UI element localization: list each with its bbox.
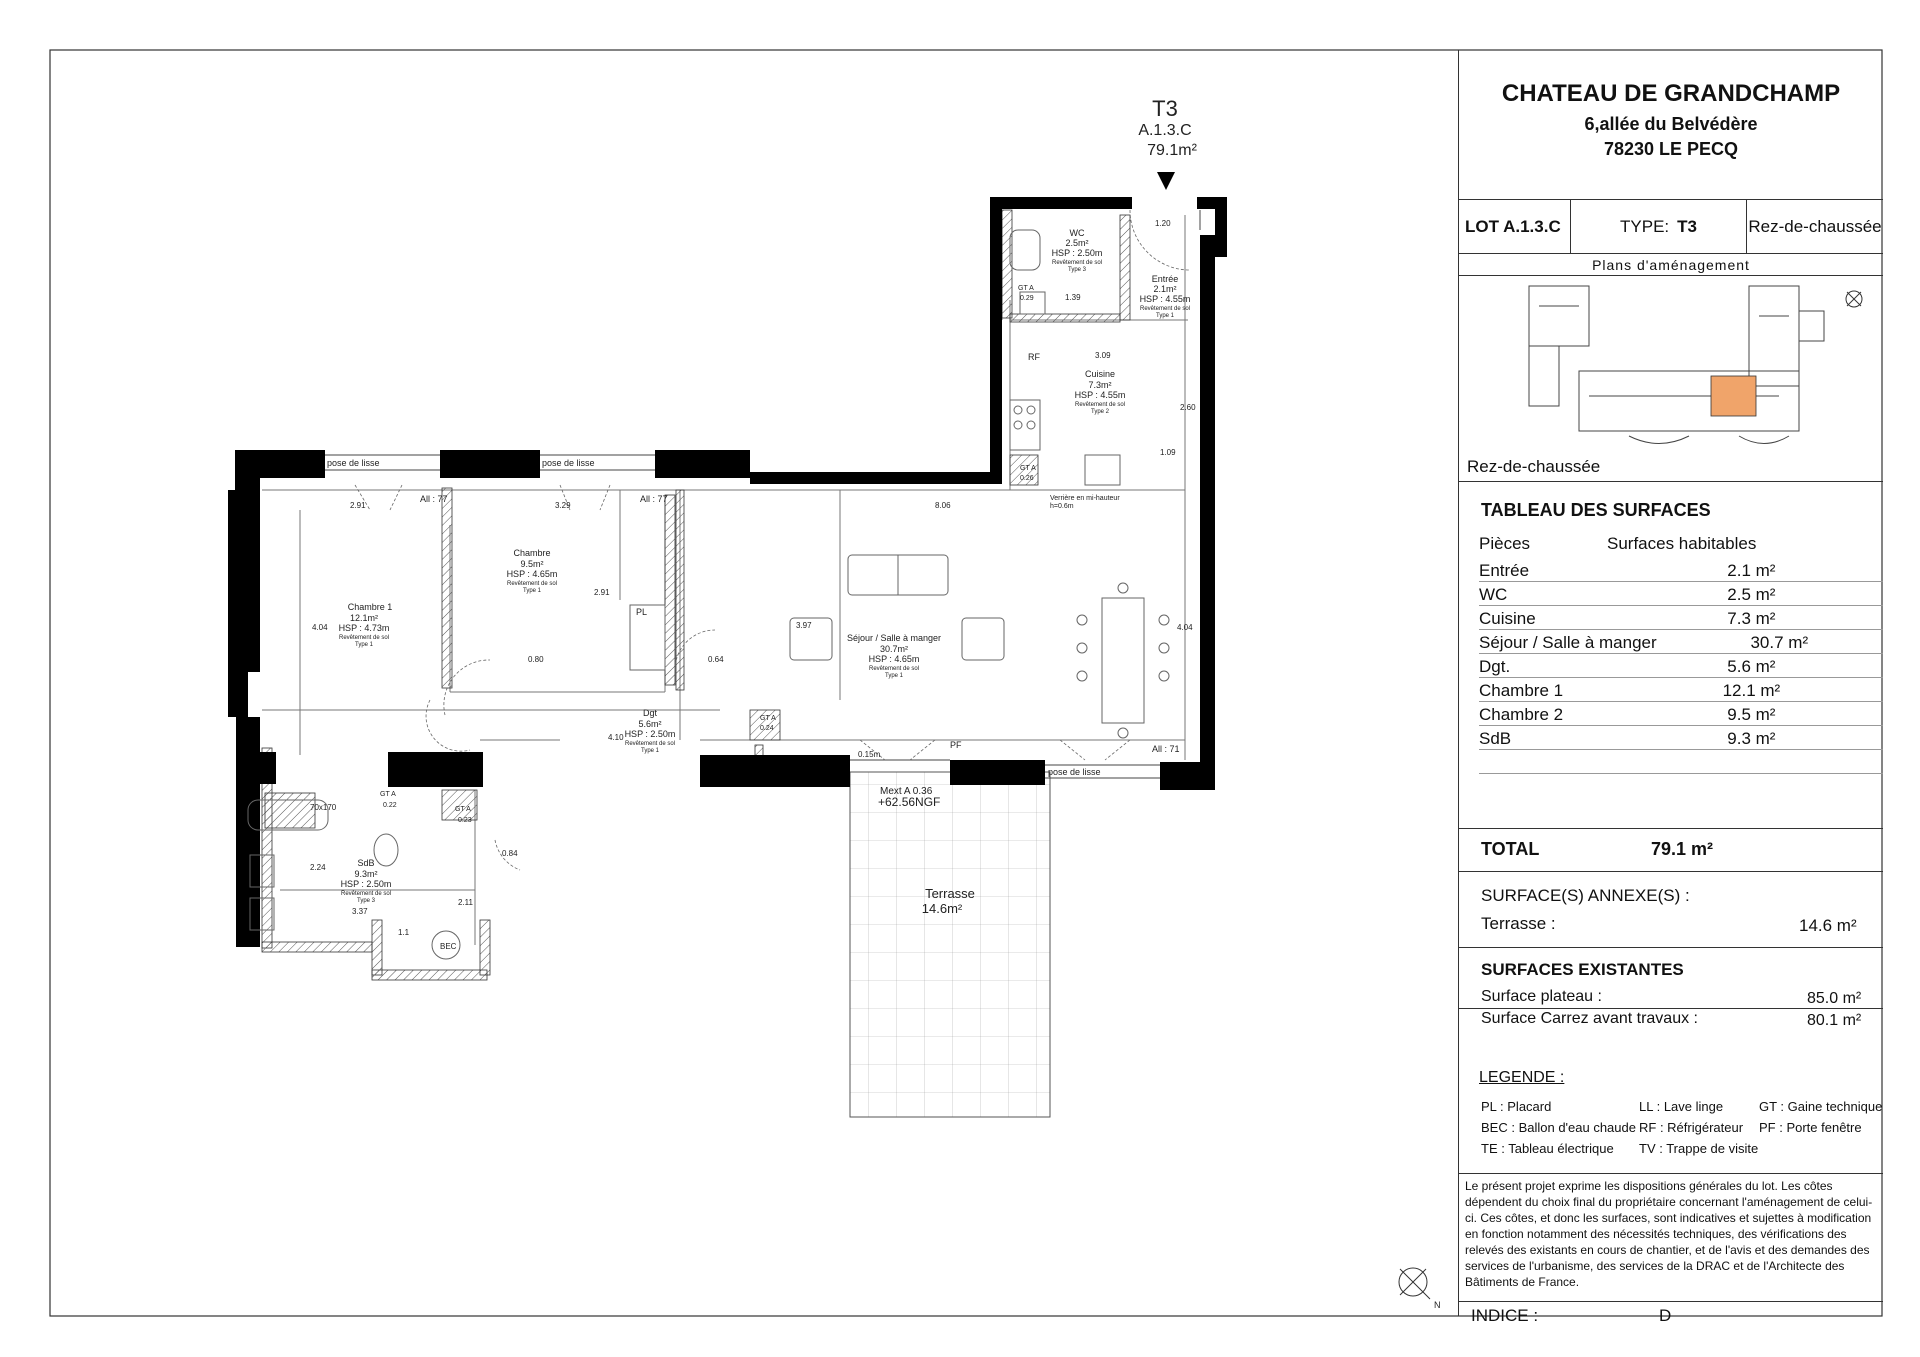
annex-terrace-value: 14.6 m²	[1799, 916, 1857, 935]
index-label: INDICE :	[1471, 1306, 1539, 1325]
room-name: Entrée	[1151, 274, 1179, 284]
room-area: 2.5m²	[1065, 238, 1089, 248]
unit-area: 79.1m²	[1147, 142, 1197, 159]
table-row	[1479, 558, 1883, 582]
room-hsp: HSP : 4.55m	[1074, 390, 1126, 400]
room-cell: Entrée	[1479, 558, 1657, 582]
dimension-label: 0.84	[502, 849, 518, 858]
index-row	[1459, 1302, 1883, 1330]
room-type: Type 2	[1090, 409, 1110, 415]
verriere-label: Verrière en mi-hauteur	[1050, 495, 1120, 502]
carrez-label: Surface Carrez avant travaux :	[1481, 1010, 1698, 1027]
legend-item: GT : Gaine technique	[1759, 1099, 1883, 1114]
room-chambre-2	[507, 548, 558, 594]
level-label: Rez-de-chaussée	[1748, 217, 1882, 236]
area-cell: 2.5 m²	[1657, 582, 1846, 606]
rf-label: RF	[1028, 352, 1040, 362]
room-hsp: HSP : 4.55m	[1139, 294, 1191, 304]
gt-value: 0.23	[458, 817, 472, 824]
project-address-1: 6,allée du Belvédère	[1584, 114, 1758, 134]
room-rev: Revêtement de sol	[1139, 306, 1191, 312]
dimension-label: 4.04	[312, 623, 328, 632]
room-type: Type 1	[640, 748, 660, 754]
room-rev: Revêtement de sol	[338, 635, 390, 641]
dimension-label: 3.37	[352, 907, 368, 916]
pf-label: PF	[950, 740, 962, 750]
legend	[1459, 1008, 1883, 1174]
gt-label: GT A	[380, 791, 396, 798]
room-entree	[1140, 274, 1191, 319]
gt-label: GT A	[1018, 285, 1034, 292]
legend-item: TE : Tableau électrique	[1481, 1141, 1614, 1156]
room-cuisine	[1075, 369, 1126, 415]
room-type: Type 1	[522, 588, 542, 594]
pose-de-lisse-label: pose de lisse	[327, 458, 380, 468]
legend-item: BEC : Ballon d'eau chaude	[1481, 1120, 1636, 1135]
gt-label: GT A	[1020, 465, 1036, 472]
mext-label: Mext A 0.36	[880, 786, 933, 797]
carrez-value: 80.1 m²	[1807, 1012, 1862, 1029]
room-hsp: HSP : 2.50m	[624, 729, 676, 739]
area-cell: 5.6 m²	[1657, 654, 1846, 678]
room-name: WC	[1069, 228, 1085, 238]
ngf-label: +62.56NGF	[878, 795, 941, 809]
total-row	[1459, 828, 1883, 872]
index-value: D	[1659, 1306, 1672, 1325]
annex-surfaces	[1459, 872, 1883, 948]
legend-item: PL : Placard	[1481, 1099, 1552, 1114]
north-label: N	[1434, 1300, 1441, 1310]
room-cell: Chambre 1	[1479, 678, 1657, 702]
surfaces-rows	[1479, 558, 1883, 774]
bath-size: 70x170	[310, 803, 337, 812]
room-hsp: HSP : 2.50m	[340, 879, 392, 889]
room-rev: Revêtement de sol	[868, 666, 920, 672]
table-row	[1479, 750, 1883, 774]
room-name: Chambre	[513, 548, 551, 558]
disclaimer-note: Le présent projet exprime les dispositions générales du lot. Les côtes dépendent du choix final du propriétaire concernant l'aménagement de celui-ci. Ces côtes, et donc les surfaces, sont indicatives et sujettes à modification en fonction notamment des nécessités techniques, des vérifications des relevés des existants en cours de chantier, et de l'avis et des demandes des services de l'urbanisme, des services de la DRAC et de l'Architecte des Bâtiments de France.	[1459, 1174, 1883, 1302]
room-hsp: HSP : 2.50m	[1051, 248, 1103, 258]
dimension-label: 2.60	[1180, 403, 1196, 412]
room-type: Type 1	[1155, 313, 1175, 319]
room-cell: WC	[1479, 582, 1657, 606]
room-cell: Dgt.	[1479, 654, 1657, 678]
dimension-label: 0.80	[528, 655, 544, 664]
plateau-label: Surface plateau :	[1481, 988, 1602, 1005]
room-hsp: HSP : 4.65m	[506, 569, 558, 579]
gt-value: 0.24	[760, 725, 774, 732]
dimension-label: 2.11	[458, 898, 473, 907]
room-name: Dgt	[642, 708, 658, 718]
unit-type: T3	[1152, 96, 1178, 121]
dimension-label: 2.91	[594, 588, 610, 597]
project-name: CHATEAU DE GRANDCHAMP	[1501, 80, 1841, 107]
room-rev: Revêtement de sol	[1051, 260, 1103, 266]
legend-item: RF : Réfrigérateur	[1639, 1120, 1744, 1135]
room-wc	[1052, 228, 1103, 273]
room-type: Type 1	[354, 642, 374, 648]
title-block	[1458, 50, 1883, 1325]
terrace	[850, 772, 1050, 1117]
room-name: SdB	[357, 858, 375, 868]
dimension-label: 1.09	[1160, 448, 1176, 457]
terrace-name: Terrasse	[925, 886, 975, 901]
legend-item: PF : Porte fenêtre	[1759, 1120, 1862, 1135]
plateau-value: 85.0 m²	[1807, 990, 1862, 1007]
key-plan	[1459, 276, 1883, 482]
total-label: TOTAL	[1481, 839, 1540, 859]
allege-label: All : 77	[420, 494, 448, 504]
gt-value: 0.26	[1020, 475, 1034, 482]
area-cell: 2.1 m²	[1657, 558, 1846, 582]
room-cell: Chambre 2	[1479, 702, 1657, 726]
area-cell: 30.7 m²	[1657, 630, 1846, 654]
room-rev: Revêtement de sol	[624, 741, 676, 747]
gt-value: 0.22	[383, 802, 397, 809]
legend-item: TV : Trappe de visite	[1639, 1141, 1759, 1156]
room-sdb	[341, 858, 392, 904]
room-area: 5.6m²	[638, 719, 662, 729]
dim-015: 0.15m	[858, 750, 881, 759]
terrace-area: 14.6m²	[921, 901, 963, 916]
room-type: Type 1	[884, 673, 904, 679]
room-area: 7.3m²	[1088, 380, 1112, 390]
area-cell: 9.3 m²	[1657, 726, 1846, 750]
room-rev: Revêtement de sol	[506, 581, 558, 587]
north-arrow	[1399, 1268, 1441, 1310]
bec-label: BEC	[440, 942, 457, 951]
col-rooms: Pièces	[1479, 534, 1531, 553]
project-address-2: 78230 LE PECQ	[1603, 139, 1739, 159]
room-sejour	[847, 633, 941, 679]
area-cell: 7.3 m²	[1657, 606, 1846, 630]
unit-lot: A.1.3.C	[1138, 122, 1192, 139]
legend-item: LL : Lave linge	[1639, 1099, 1724, 1114]
room-area: 12.1m²	[349, 613, 379, 623]
lot-label: LOT A.1.3.C	[1459, 200, 1571, 254]
allege-label: All : 77	[640, 494, 668, 504]
room-name: Séjour / Salle à manger	[846, 633, 942, 643]
allege-label: All : 71	[1152, 744, 1180, 754]
pl-label: PL	[636, 607, 648, 617]
dimension-label: 3.29	[555, 501, 571, 510]
table-row	[1479, 630, 1883, 654]
room-area: 2.1m²	[1153, 284, 1177, 294]
room-hsp: HSP : 4.73m	[338, 623, 390, 633]
room-hsp: HSP : 4.65m	[868, 654, 920, 664]
project-header	[1459, 50, 1883, 200]
dimension-label: 4.04	[1177, 623, 1193, 632]
room-name: Cuisine	[1084, 369, 1116, 379]
room-rev: Revêtement de sol	[1074, 402, 1126, 408]
surfaces-table	[1459, 482, 1883, 872]
pose-de-lisse-label: pose de lisse	[1048, 767, 1101, 777]
table-row	[1479, 726, 1883, 750]
surfaces-heading: TABLEAU DES SURFACES	[1481, 500, 1711, 520]
legend-heading: LEGENDE :	[1479, 1069, 1565, 1086]
dimension-label: 4.10	[608, 733, 624, 742]
compass-icon	[1846, 291, 1862, 307]
key-plan-level: Rez-de-chaussée	[1467, 457, 1601, 476]
highlighted-lot	[1711, 376, 1756, 416]
dimension-label: 1.20	[1155, 219, 1171, 228]
unit-header	[1138, 96, 1197, 190]
existing-heading: SURFACES EXISTANTES	[1481, 960, 1684, 979]
room-name: Chambre 1	[347, 602, 393, 612]
room-type: Type 3	[1067, 267, 1087, 273]
dimension-label: 1.1	[398, 928, 410, 937]
entrance-arrow-icon	[1157, 172, 1175, 190]
verriere-height: h=0.6m	[1050, 503, 1074, 510]
table-row	[1479, 606, 1883, 630]
gt-label: GT A	[455, 806, 471, 813]
room-type: Type 3	[356, 898, 376, 904]
dimension-label: 0.64	[708, 655, 724, 664]
dimension-label: 8.06	[935, 501, 951, 510]
type-label: TYPE:	[1620, 217, 1670, 236]
dimension-label: 2.91	[350, 501, 366, 510]
annex-terrace-label: Terrasse :	[1481, 914, 1556, 933]
room-dgt	[625, 708, 676, 754]
room-area: 9.3m²	[354, 869, 378, 879]
table-row	[1479, 702, 1883, 726]
type-cell	[1571, 200, 1747, 254]
dimension-label: 3.09	[1095, 351, 1111, 360]
key-plan-drawing	[1459, 276, 1883, 482]
dimension-label: 1.39	[1065, 293, 1081, 302]
col-areas: Surfaces habitables	[1607, 534, 1757, 553]
structural-walls	[228, 197, 1227, 947]
room-area: 30.7m²	[879, 644, 909, 654]
gt-label: GT A	[760, 715, 776, 722]
room-cell: Séjour / Salle à manger	[1479, 630, 1657, 654]
dimension-label: 3.97	[796, 621, 812, 630]
table-row	[1479, 654, 1883, 678]
dimension-label: 2.24	[310, 863, 326, 872]
area-cell: 9.5 m²	[1657, 702, 1846, 726]
gt-value: 0.29	[1020, 295, 1034, 302]
annex-heading: SURFACE(S) ANNEXE(S) :	[1481, 886, 1690, 905]
room-cell: SdB	[1479, 726, 1657, 750]
table-row	[1479, 678, 1883, 702]
room-cell: Cuisine	[1479, 606, 1657, 630]
plans-heading: Plans d'aménagement	[1459, 254, 1883, 276]
table-row	[1479, 582, 1883, 606]
pose-de-lisse-label: pose de lisse	[542, 458, 595, 468]
type-value: T3	[1677, 217, 1697, 236]
total-value: 79.1 m²	[1651, 839, 1714, 859]
room-area: 9.5m²	[520, 559, 544, 569]
room-rev: Revêtement de sol	[340, 891, 392, 897]
room-chambre-1	[339, 602, 393, 648]
area-cell: 12.1 m²	[1657, 678, 1846, 702]
lot-row	[1459, 200, 1883, 254]
